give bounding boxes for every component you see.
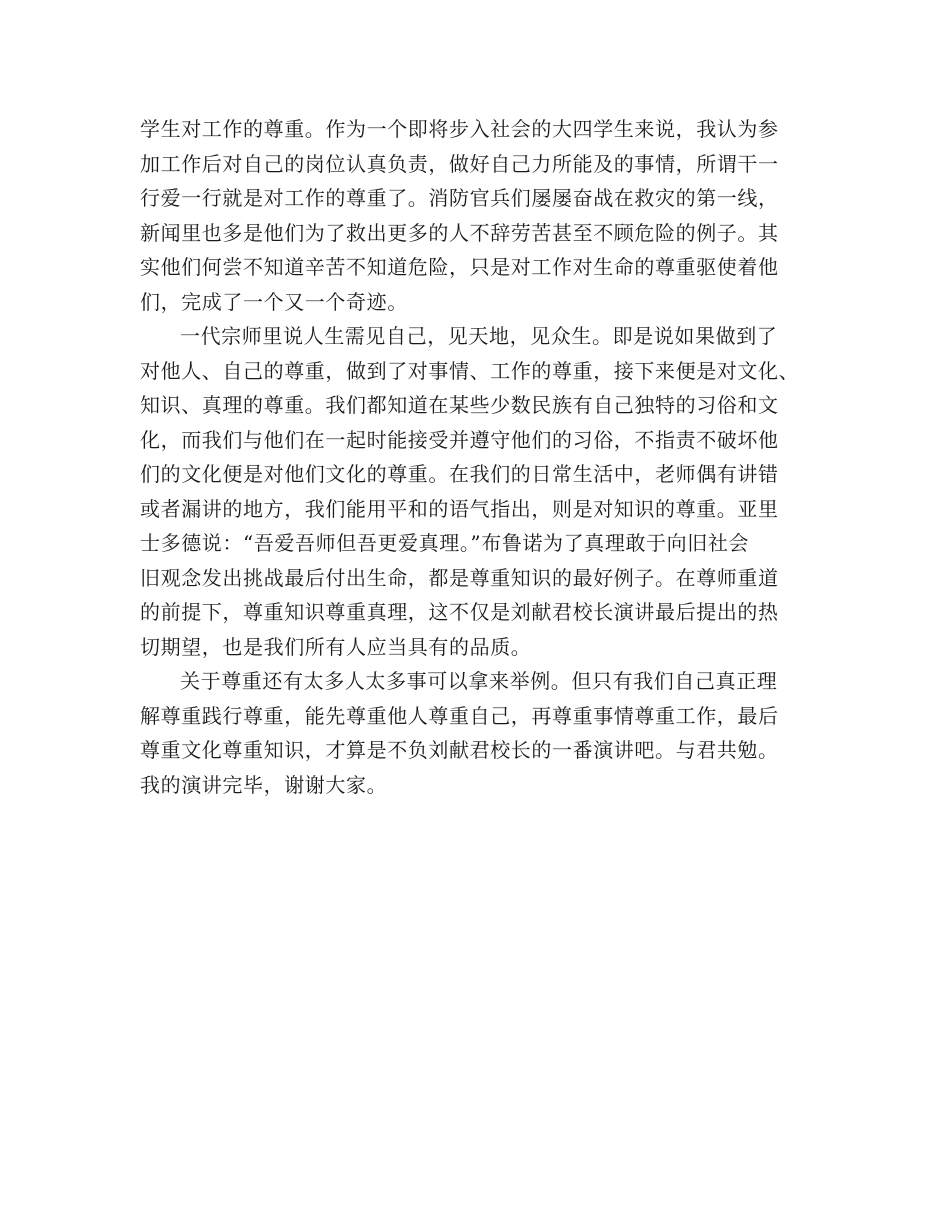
text-line: 知识、真理的尊重。我们都知道在某些少数民族有自己独特的习俗和文	[140, 393, 779, 417]
text-line: 学生对工作的尊重。作为一个即将步入社会的大四学生来说，我认为参	[140, 117, 779, 141]
text-line: 切期望，也是我们所有人应当具有的品质。	[140, 634, 532, 659]
document-body	[140, 112, 820, 802]
text-line: 对他人、自己的尊重，做到了对事情、工作的尊重，接下来便是对文化、	[140, 358, 800, 383]
text-line: 或者漏讲的地方，我们能用平和的语气指出，则是对知识的尊重。亚里	[140, 496, 779, 521]
text-line: 加工作后对自己的岗位认真负责，做好自己力所能及的事情，所谓干一	[140, 151, 779, 176]
text-line: 新闻里也多是他们为了救出更多的人不辞劳苦甚至不顾危险的例子。其	[140, 220, 779, 245]
paragraph-first-line: 一代宗师里说人生需见自己，见天地，见众生。即是说如果做到了	[180, 324, 778, 348]
text-line: 我的演讲完毕，谢谢大家。	[140, 772, 388, 797]
paragraph-first-line: 关于尊重还有太多人太多事可以拿来举例。但只有我们自己真正理	[180, 669, 778, 693]
text-line: 旧观念发出挑战最后付出生命，都是尊重知识的最好例子。在尊师重道	[140, 565, 779, 590]
text-line: 实他们何尝不知道辛苦不知道危险，只是对工作对生命的尊重驱使着他	[140, 255, 779, 279]
text-line: 的前提下，尊重知识尊重真理，这不仅是刘献君校长演讲最后提出的热	[140, 600, 779, 624]
text-line: 们，完成了一个又一个奇迹。	[140, 289, 408, 314]
text-line: 们的文化便是对他们文化的尊重。在我们的日常生活中，老师偶有讲错	[140, 462, 779, 486]
text-line: 士多德说：“吾爱吾师但吾更爱真理。”布鲁诺为了真理敢于向旧社会	[140, 531, 750, 555]
text-line: 尊重文化尊重知识，才算是不负刘献君校长的一番演讲吧。与君共勉。	[140, 738, 779, 762]
text-line: 行爱一行就是对工作的尊重了。消防官兵们屡屡奋战在救灾的第一线，	[140, 186, 779, 210]
text-line: 化，而我们与他们在一起时能接受并遵守他们的习俗，不指责不破坏他	[140, 427, 779, 452]
text-line: 解尊重践行尊重，能先尊重他人尊重自己，再尊重事情尊重工作，最后	[140, 703, 779, 728]
